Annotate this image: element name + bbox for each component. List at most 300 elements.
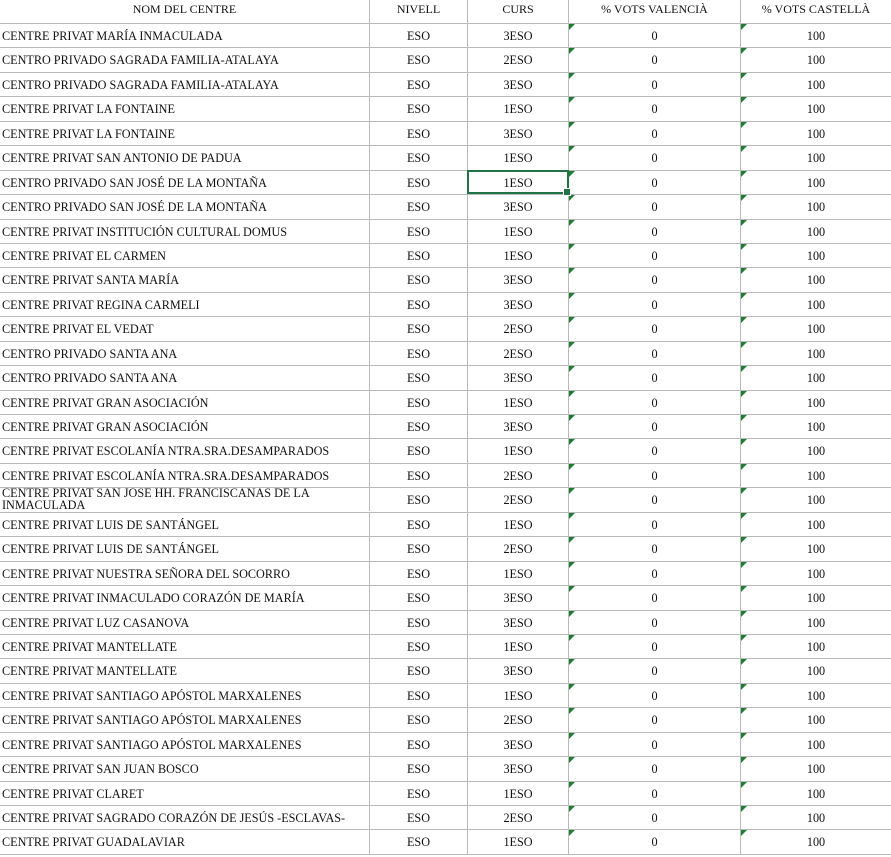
- cell-vots-valencia[interactable]: [569, 73, 741, 96]
- cell-vots-castella[interactable]: [741, 806, 891, 829]
- cell-centre-name[interactable]: [0, 122, 370, 145]
- cell-curs[interactable]: [468, 24, 569, 47]
- cell-centre-name[interactable]: [0, 391, 370, 414]
- cell-vots-castella-text: 100: [806, 248, 826, 263]
- cell-vots-castella-text: 100: [806, 200, 826, 215]
- cell-nivell-text: ESO: [406, 420, 431, 434]
- cell-nivell[interactable]: [370, 268, 468, 291]
- cell-centre-name[interactable]: [0, 268, 370, 291]
- cell-curs[interactable]: [468, 415, 569, 438]
- cell-vots-valencia-text: 0: [651, 346, 658, 361]
- cell-centre-name[interactable]: [0, 733, 370, 756]
- cell-curs-text: 1ESO: [503, 517, 533, 532]
- cell-centre-name-text: CENTRE PRIVAT LA FONTAINE: [2, 126, 175, 141]
- cell-nivell[interactable]: [370, 684, 468, 707]
- cell-comment-indicator-icon: [741, 806, 747, 812]
- cell-centre-name[interactable]: [0, 293, 370, 316]
- cell-nivell[interactable]: [370, 122, 468, 145]
- cell-centre-name[interactable]: [0, 97, 370, 120]
- cell-curs-text: 1ESO: [503, 566, 533, 581]
- cell-curs-text: 1ESO: [503, 175, 533, 190]
- cell-vots-castella-text: 100: [806, 395, 826, 410]
- cell-vots-valencia[interactable]: [569, 757, 741, 780]
- cell-comment-indicator-icon: [741, 146, 747, 152]
- cell-centre-name[interactable]: [0, 611, 370, 634]
- cell-centre-name-text: CENTRE PRIVAT GRAN ASOCIACIÓN: [2, 395, 209, 410]
- cell-nivell[interactable]: [370, 488, 468, 511]
- cell-vots-castella[interactable]: [741, 366, 891, 389]
- cell-centre-name[interactable]: [0, 439, 370, 462]
- cell-vots-castella-text: 100: [806, 639, 826, 654]
- cell-curs[interactable]: [468, 611, 569, 634]
- cell-curs[interactable]: [468, 293, 569, 316]
- cell-curs[interactable]: [468, 73, 569, 96]
- cell-nivell[interactable]: [370, 830, 468, 853]
- cell-vots-castella[interactable]: [741, 611, 891, 634]
- cell-comment-indicator-icon: [569, 611, 575, 617]
- cell-curs[interactable]: [468, 391, 569, 414]
- cell-curs[interactable]: [468, 244, 569, 267]
- cell-comment-indicator-icon: [741, 439, 747, 445]
- cell-vots-valencia-text: 0: [651, 322, 658, 337]
- cell-centre-name-text: CENTRE PRIVAT GUADALAVIAR: [2, 835, 185, 850]
- cell-centre-name[interactable]: [0, 586, 370, 609]
- cell-comment-indicator-icon: [569, 562, 575, 568]
- cell-comment-indicator-icon: [569, 635, 575, 641]
- cell-comment-indicator-icon: [741, 684, 747, 690]
- cell-vots-valencia-text: 0: [651, 248, 658, 263]
- cell-vots-castella[interactable]: [741, 220, 891, 243]
- cell-comment-indicator-icon: [741, 830, 747, 836]
- cell-vots-valencia[interactable]: [569, 708, 741, 731]
- table-row: [0, 537, 891, 561]
- cell-vots-valencia[interactable]: [569, 611, 741, 634]
- cell-comment-indicator-icon: [569, 733, 575, 739]
- cell-nivell[interactable]: [370, 73, 468, 96]
- cell-curs[interactable]: [468, 635, 569, 658]
- cell-curs[interactable]: [468, 122, 569, 145]
- cell-centre-name-text: CENTRO PRIVADO SAGRADA FAMILIA-ATALAYA: [2, 53, 279, 68]
- cell-curs[interactable]: [468, 366, 569, 389]
- column-header-vots-castella[interactable]: % VOTS CASTELLÀ: [761, 2, 871, 16]
- cell-vots-valencia[interactable]: [569, 24, 741, 47]
- cell-nivell-text: ESO: [406, 395, 431, 410]
- cell-vots-valencia[interactable]: [569, 317, 741, 340]
- cell-curs[interactable]: [468, 220, 569, 243]
- cell-nivell[interactable]: [370, 757, 468, 780]
- table-row: [0, 391, 891, 415]
- cell-vots-valencia[interactable]: [569, 146, 741, 169]
- cell-nivell-text: ESO: [406, 762, 431, 777]
- cell-nivell[interactable]: [370, 391, 468, 414]
- cell-vots-valencia[interactable]: [569, 171, 741, 194]
- cell-centre-name[interactable]: [0, 171, 370, 194]
- cell-vots-castella-text: 100: [806, 517, 826, 532]
- cell-comment-indicator-icon: [741, 488, 747, 494]
- cell-vots-valencia[interactable]: [569, 268, 741, 291]
- cell-curs[interactable]: [468, 708, 569, 731]
- cell-curs[interactable]: [468, 513, 569, 536]
- cell-curs-text: 2ESO: [503, 542, 533, 557]
- cell-centre-name-text: CENTRE PRIVAT SAN JUAN BOSCO: [2, 762, 199, 777]
- cell-comment-indicator-icon: [569, 439, 575, 445]
- cell-centre-name[interactable]: [0, 48, 370, 71]
- cell-nivell-text: ESO: [406, 591, 431, 606]
- cell-comment-indicator-icon: [569, 806, 575, 812]
- cell-comment-indicator-icon: [741, 635, 747, 641]
- cell-comment-indicator-icon: [569, 757, 575, 763]
- cell-centre-name[interactable]: [0, 708, 370, 731]
- cell-vots-valencia[interactable]: [569, 439, 741, 462]
- cell-centre-name-text: CENTRE PRIVAT SANTIAGO APÓSTOL MARXALENES: [2, 737, 302, 752]
- cell-centre-name-text: CENTRO PRIVADO SAN JOSÉ DE LA MONTAÑA: [2, 200, 267, 215]
- cell-vots-castella-text: 100: [806, 371, 826, 386]
- cell-vots-castella[interactable]: [741, 171, 891, 194]
- cell-vots-castella[interactable]: [741, 733, 891, 756]
- cell-vots-valencia[interactable]: [569, 48, 741, 71]
- cell-vots-valencia-text: 0: [651, 762, 658, 777]
- table-row: [0, 562, 891, 586]
- cell-centre-name[interactable]: [0, 464, 370, 487]
- cell-vots-castella[interactable]: [741, 122, 891, 145]
- table-row: [0, 48, 891, 72]
- cell-centre-name[interactable]: [0, 487, 370, 510]
- cell-vots-castella[interactable]: [741, 464, 891, 487]
- cell-vots-valencia[interactable]: [569, 220, 741, 243]
- cell-nivell[interactable]: [370, 48, 468, 71]
- cell-centre-name-text: CENTRE PRIVAT SANTIAGO APÓSTOL MARXALENES: [2, 713, 302, 728]
- cell-nivell-text: ESO: [406, 517, 431, 532]
- cell-vots-castella-text: 100: [806, 224, 826, 239]
- cell-vots-valencia-text: 0: [651, 53, 658, 68]
- cell-centre-name[interactable]: [0, 513, 370, 536]
- cell-centre-name[interactable]: [0, 244, 370, 267]
- cell-nivell[interactable]: [370, 146, 468, 169]
- table-row: [0, 757, 891, 781]
- cell-comment-indicator-icon: [741, 586, 747, 592]
- cell-centre-name-text: CENTRE PRIVAT SANTIAGO APÓSTOL MARXALENES: [2, 688, 302, 703]
- cell-vots-valencia[interactable]: [569, 562, 741, 585]
- cell-nivell[interactable]: [370, 244, 468, 267]
- cell-curs[interactable]: [468, 195, 569, 218]
- cell-curs-text: 2ESO: [503, 346, 533, 361]
- cell-nivell[interactable]: [370, 366, 468, 389]
- cell-centre-name-text: CENTRO PRIVADO SANTA ANA: [2, 346, 178, 361]
- cell-centre-name-text: CENTRE PRIVAT LUZ CASANOVA: [2, 615, 190, 630]
- cell-vots-valencia[interactable]: [569, 244, 741, 267]
- cell-vots-castella[interactable]: [741, 684, 891, 707]
- cell-vots-valencia[interactable]: [569, 488, 741, 511]
- cell-curs[interactable]: [468, 830, 569, 853]
- cell-vots-castella[interactable]: [741, 537, 891, 560]
- cell-nivell[interactable]: [370, 806, 468, 829]
- cell-comment-indicator-icon: [569, 708, 575, 714]
- cell-curs[interactable]: [468, 317, 569, 340]
- table-row: [0, 684, 891, 708]
- cell-comment-indicator-icon: [741, 73, 747, 79]
- cell-curs-text: 3ESO: [503, 762, 533, 777]
- cell-centre-name[interactable]: [0, 562, 370, 585]
- cell-nivell[interactable]: [370, 342, 468, 365]
- cell-vots-valencia[interactable]: [569, 391, 741, 414]
- cell-curs[interactable]: [468, 488, 569, 511]
- cell-centre-name-text: CENTRE PRIVAT LA FONTAINE: [2, 102, 175, 117]
- cell-nivell[interactable]: [370, 97, 468, 120]
- cell-curs-text: 3ESO: [503, 273, 533, 288]
- cell-curs[interactable]: [468, 757, 569, 780]
- cell-curs[interactable]: [468, 537, 569, 560]
- cell-vots-castella[interactable]: [741, 97, 891, 120]
- cell-nivell[interactable]: [370, 220, 468, 243]
- cell-nivell-text: ESO: [406, 493, 431, 508]
- cell-curs[interactable]: [468, 171, 569, 194]
- cell-vots-valencia-text: 0: [651, 591, 658, 606]
- cell-vots-valencia[interactable]: [569, 537, 741, 560]
- cell-vots-valencia[interactable]: [569, 782, 741, 805]
- cell-curs[interactable]: [468, 342, 569, 365]
- cell-vots-valencia-text: 0: [651, 786, 658, 801]
- cell-vots-castella[interactable]: [741, 513, 891, 536]
- cell-curs[interactable]: [468, 586, 569, 609]
- cell-curs-text: 1ESO: [503, 224, 533, 239]
- cell-vots-castella[interactable]: [741, 146, 891, 169]
- cell-curs[interactable]: [468, 464, 569, 487]
- cell-vots-castella[interactable]: [741, 782, 891, 805]
- cell-comment-indicator-icon: [569, 195, 575, 201]
- column-header-name[interactable]: NOM DEL CENTRE: [0, 0, 370, 23]
- column-header-curs[interactable]: CURS: [468, 0, 569, 23]
- cell-centre-name[interactable]: [0, 830, 370, 853]
- cell-vots-castella-text: 100: [806, 175, 826, 190]
- column-header-vots-valencia[interactable]: % VOTS VALENCIÀ: [569, 0, 741, 23]
- cell-vots-castella[interactable]: [741, 195, 891, 218]
- cell-curs[interactable]: [468, 659, 569, 682]
- cell-vots-valencia[interactable]: [569, 342, 741, 365]
- cell-nivell-text: ESO: [406, 322, 431, 337]
- cell-vots-valencia[interactable]: [569, 415, 741, 438]
- cell-curs[interactable]: [468, 439, 569, 462]
- cell-nivell-text: ESO: [406, 297, 431, 312]
- cell-nivell[interactable]: [370, 733, 468, 756]
- cell-nivell[interactable]: [370, 317, 468, 340]
- cell-curs-text: 2ESO: [503, 53, 533, 68]
- cell-vots-valencia-text: 0: [651, 444, 658, 459]
- cell-comment-indicator-icon: [741, 537, 747, 543]
- cell-vots-castella[interactable]: [741, 293, 891, 316]
- cell-vots-castella[interactable]: [741, 24, 891, 47]
- cell-curs[interactable]: [468, 782, 569, 805]
- cell-nivell[interactable]: [370, 782, 468, 805]
- table-row: [0, 293, 891, 317]
- cell-vots-castella-text: 100: [806, 762, 826, 777]
- cell-centre-name-text: CENTRE PRIVAT LUIS DE SANTÁNGEL: [2, 517, 219, 532]
- cell-comment-indicator-icon: [569, 464, 575, 470]
- cell-curs-text: 1ESO: [503, 395, 533, 410]
- cell-curs[interactable]: [468, 48, 569, 71]
- cell-centre-name[interactable]: [0, 317, 370, 340]
- table-row: [0, 464, 891, 488]
- cell-vots-castella[interactable]: [741, 586, 891, 609]
- cell-vots-castella-text: 100: [806, 713, 826, 728]
- cell-comment-indicator-icon: [569, 122, 575, 128]
- cell-comment-indicator-icon: [741, 562, 747, 568]
- table-row: [0, 708, 891, 732]
- table-row: [0, 415, 891, 439]
- cell-curs-text: 3ESO: [503, 297, 533, 312]
- cell-vots-valencia[interactable]: [569, 659, 741, 682]
- cell-vots-valencia-text: 0: [651, 224, 658, 239]
- cell-nivell-text: ESO: [406, 811, 431, 825]
- cell-comment-indicator-icon: [569, 220, 575, 226]
- cell-centre-name[interactable]: [0, 24, 370, 47]
- cell-vots-valencia[interactable]: [569, 830, 741, 853]
- cell-vots-castella[interactable]: [741, 415, 891, 438]
- cell-nivell[interactable]: [370, 586, 468, 609]
- cell-nivell-text: ESO: [406, 224, 431, 239]
- cell-centre-name-text: CENTRO PRIVADO SANTA ANA: [2, 371, 178, 386]
- cell-curs[interactable]: [468, 733, 569, 756]
- cell-nivell-text: ESO: [406, 688, 431, 703]
- cell-vots-valencia[interactable]: [569, 806, 741, 829]
- cell-nivell[interactable]: [370, 24, 468, 47]
- cell-centre-name[interactable]: [0, 806, 370, 829]
- cell-nivell[interactable]: [370, 415, 468, 438]
- cell-vots-castella[interactable]: [741, 317, 891, 340]
- cell-comment-indicator-icon: [741, 733, 747, 739]
- cell-curs[interactable]: [468, 97, 569, 120]
- cell-vots-valencia[interactable]: [569, 293, 741, 316]
- cell-vots-castella[interactable]: [741, 48, 891, 71]
- cell-nivell[interactable]: [370, 293, 468, 316]
- cell-comment-indicator-icon: [741, 611, 747, 617]
- table-row: [0, 439, 891, 463]
- cell-curs[interactable]: [468, 268, 569, 291]
- cell-centre-name[interactable]: [0, 73, 370, 96]
- cell-nivell[interactable]: [370, 439, 468, 462]
- cell-nivell[interactable]: [370, 195, 468, 218]
- cell-vots-castella-text: 100: [806, 29, 826, 43]
- cell-centre-name[interactable]: [0, 146, 370, 169]
- table-row: [0, 635, 891, 659]
- cell-centre-name[interactable]: [0, 195, 370, 218]
- cell-vots-valencia[interactable]: [569, 684, 741, 707]
- cell-vots-valencia[interactable]: [569, 635, 741, 658]
- cell-vots-valencia-text: 0: [651, 737, 658, 752]
- cell-vots-castella[interactable]: [741, 268, 891, 291]
- column-header-nivell[interactable]: NIVELL: [370, 0, 468, 23]
- cell-vots-castella[interactable]: [741, 391, 891, 414]
- cell-curs-text: 3ESO: [503, 664, 533, 679]
- cell-nivell[interactable]: [370, 611, 468, 634]
- cell-vots-castella[interactable]: [741, 562, 891, 585]
- cell-centre-name[interactable]: [0, 659, 370, 682]
- cell-nivell[interactable]: [370, 635, 468, 658]
- cell-centre-name[interactable]: [0, 782, 370, 805]
- cell-curs-text: 3ESO: [503, 77, 533, 92]
- cell-curs-text: 1ESO: [503, 248, 533, 263]
- table-row: [0, 317, 891, 341]
- table-row: [0, 342, 891, 366]
- cell-centre-name[interactable]: [0, 415, 370, 438]
- cell-vots-valencia-text: 0: [651, 615, 658, 630]
- cell-vots-valencia[interactable]: [569, 97, 741, 120]
- cell-vots-valencia-text: 0: [651, 77, 658, 92]
- cell-vots-castella[interactable]: [741, 244, 891, 267]
- cell-vots-castella-text: 100: [806, 126, 826, 141]
- cell-curs[interactable]: [468, 146, 569, 169]
- cell-vots-castella[interactable]: [741, 708, 891, 731]
- cell-vots-valencia[interactable]: [569, 586, 741, 609]
- cell-centre-name[interactable]: [0, 366, 370, 389]
- cell-comment-indicator-icon: [569, 97, 575, 103]
- cell-vots-valencia-text: 0: [651, 29, 658, 43]
- cell-curs-text: 2ESO: [503, 322, 533, 337]
- cell-vots-valencia[interactable]: [569, 733, 741, 756]
- table-row: [0, 244, 891, 268]
- cell-vots-castella[interactable]: [741, 342, 891, 365]
- cell-vots-castella[interactable]: [741, 439, 891, 462]
- cell-nivell[interactable]: [370, 562, 468, 585]
- cell-vots-valencia-text: 0: [651, 175, 658, 190]
- cell-centre-name[interactable]: [0, 684, 370, 707]
- cell-centre-name[interactable]: [0, 757, 370, 780]
- cell-centre-name-text: CENTRE PRIVAT SAN ANTONIO DE PADUA: [2, 151, 242, 166]
- cell-curs-text: 2ESO: [503, 811, 533, 825]
- cell-curs[interactable]: [468, 684, 569, 707]
- cell-centre-name-text: CENTRE PRIVAT EL CARMEN: [2, 248, 166, 263]
- cell-vots-castella-text: 100: [806, 542, 826, 557]
- cell-vots-valencia[interactable]: [569, 122, 741, 145]
- cell-centre-name-text: CENTRE PRIVAT MARÍA INMACULADA: [2, 29, 223, 43]
- cell-vots-castella[interactable]: [741, 757, 891, 780]
- cell-vots-valencia-text: 0: [651, 517, 658, 532]
- cell-nivell-text: ESO: [406, 468, 431, 483]
- cell-nivell-text: ESO: [406, 29, 431, 43]
- cell-vots-valencia[interactable]: [569, 366, 741, 389]
- cell-comment-indicator-icon: [569, 317, 575, 323]
- cell-vots-castella[interactable]: [741, 73, 891, 96]
- cell-vots-castella-text: 100: [806, 786, 826, 801]
- cell-centre-name[interactable]: [0, 635, 370, 658]
- cell-vots-castella[interactable]: [741, 659, 891, 682]
- cell-nivell[interactable]: [370, 708, 468, 731]
- cell-nivell[interactable]: [370, 464, 468, 487]
- cell-vots-castella[interactable]: [741, 488, 891, 511]
- cell-curs-text: 2ESO: [503, 493, 533, 508]
- cell-curs[interactable]: [468, 562, 569, 585]
- cell-centre-name[interactable]: [0, 342, 370, 365]
- cell-centre-name-text: CENTRO PRIVADO SAN JOSÉ DE LA MONTAÑA: [2, 175, 267, 190]
- cell-vots-valencia[interactable]: [569, 195, 741, 218]
- cell-vots-valencia-text: 0: [651, 126, 658, 141]
- cell-vots-castella[interactable]: [741, 830, 891, 853]
- cell-nivell-text: ESO: [406, 346, 431, 361]
- cell-nivell-text: ESO: [406, 786, 431, 801]
- cell-nivell-text: ESO: [406, 542, 431, 557]
- cell-curs[interactable]: [468, 806, 569, 829]
- cell-vots-castella[interactable]: [741, 635, 891, 658]
- cell-nivell[interactable]: [370, 659, 468, 682]
- cell-comment-indicator-icon: [741, 513, 747, 519]
- cell-vots-valencia[interactable]: [569, 513, 741, 536]
- cell-nivell[interactable]: [370, 537, 468, 560]
- cell-vots-valencia-text: 0: [651, 395, 658, 410]
- cell-centre-name[interactable]: [0, 537, 370, 560]
- cell-nivell[interactable]: [370, 171, 468, 194]
- cell-vots-valencia[interactable]: [569, 464, 741, 487]
- cell-centre-name[interactable]: [0, 220, 370, 243]
- cell-nivell[interactable]: [370, 513, 468, 536]
